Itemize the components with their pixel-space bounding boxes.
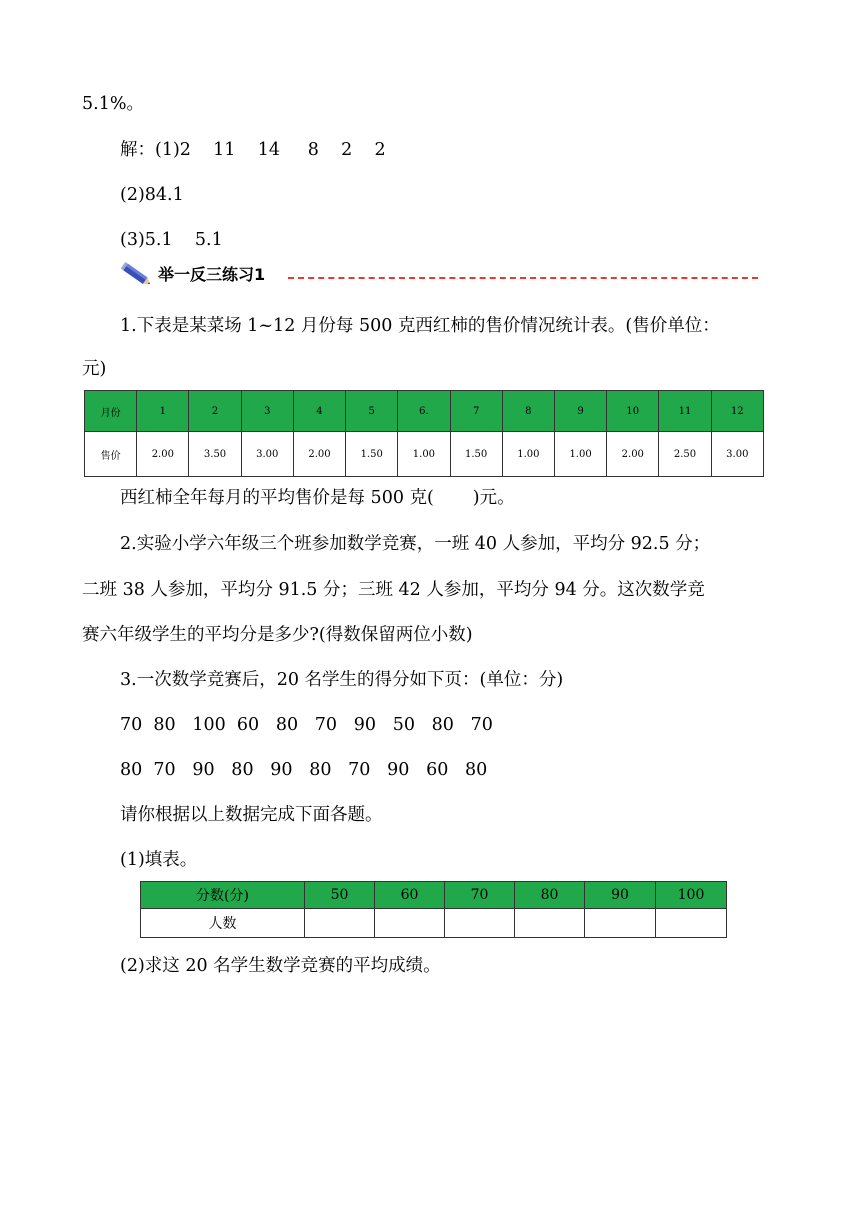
price-cell: 1.00 [502, 432, 554, 477]
count-cell-blank[interactable] [515, 909, 585, 938]
answer-line-3: (3)5.1 5.1 [120, 230, 223, 250]
price-cell: 1.00 [398, 432, 450, 477]
count-label-cell: 人数 [141, 909, 305, 938]
month-cell: 4 [293, 391, 345, 432]
month-cell: 7 [450, 391, 502, 432]
price-cell: 2.00 [137, 432, 189, 477]
score-cell: 80 [515, 882, 585, 909]
month-cell: 9 [554, 391, 606, 432]
score-cell: 60 [375, 882, 445, 909]
price-cell: 1.50 [346, 432, 398, 477]
score-cell: 70 [445, 882, 515, 909]
count-cell-blank[interactable] [305, 909, 375, 938]
dashed-divider [288, 277, 758, 279]
practice-header [120, 260, 765, 290]
month-cell: 2 [189, 391, 241, 432]
price-table [84, 390, 764, 477]
month-cell: 5 [346, 391, 398, 432]
answer-line-0: 5.1%。 [82, 94, 144, 114]
score-cell: 100 [656, 882, 727, 909]
answer-line-2: (2)84.1 [120, 185, 184, 205]
q1-line-1: 1.下表是某菜场 1~12 月份每 500 克西红柿的售价情况统计表。(售价单位： [120, 316, 720, 336]
answer-line-1: 解：(1)2 11 14 8 2 2 [120, 140, 386, 160]
score-table-header-row [141, 882, 727, 909]
count-cell-blank[interactable] [585, 909, 656, 938]
price-cell: 2.50 [659, 432, 711, 477]
month-cell: 6. [398, 391, 450, 432]
month-label-cell: 月份 [85, 391, 137, 432]
q3-sub-2: (2)求这 20 名学生数学竞赛的平均成绩。 [120, 956, 441, 976]
price-table-price-row [85, 432, 764, 477]
q2-line-2: 二班 38 人参加，平均分 91.5 分；三班 42 人参加，平均分 94 分。这次数学竞 [82, 580, 705, 600]
q1-question: 西红柿全年每月的平均售价是每 500 克( )元。 [120, 488, 515, 508]
price-cell: 3.00 [711, 432, 763, 477]
q3-line-1: 3.一次数学竞赛后，20 名学生的得分如下页：(单位：分) [120, 670, 564, 690]
q1-line-2: 元) [82, 359, 107, 379]
month-cell: 1 [137, 391, 189, 432]
score-table-count-row [141, 909, 727, 938]
q2-line-3: 赛六年级学生的平均分是多少?(得数保留两位小数) [82, 625, 473, 645]
score-label-cell: 分数(分) [141, 882, 305, 909]
q3-sub-1: (1)填表。 [120, 850, 198, 870]
count-cell-blank[interactable] [375, 909, 445, 938]
q3-scores-row-1: 70 80 100 60 80 70 90 50 80 70 [120, 715, 493, 735]
price-label-cell: 售价 [85, 432, 137, 477]
score-table [140, 881, 727, 938]
q2-line-1: 2.实验小学六年级三个班参加数学竞赛，一班 40 人参加，平均分 92.5 分； [120, 534, 711, 554]
month-cell: 8 [502, 391, 554, 432]
score-cell: 50 [305, 882, 375, 909]
price-cell: 1.00 [554, 432, 606, 477]
price-cell: 3.00 [241, 432, 293, 477]
count-cell-blank[interactable] [445, 909, 515, 938]
pencil-icon [120, 260, 154, 294]
month-cell: 10 [607, 391, 659, 432]
practice-title: 举一反三练习1 [158, 265, 266, 284]
price-cell: 2.00 [293, 432, 345, 477]
price-table-header-row [85, 391, 764, 432]
month-cell: 3 [241, 391, 293, 432]
month-cell: 12 [711, 391, 763, 432]
q3-scores-row-2: 80 70 90 80 90 80 70 90 60 80 [120, 760, 488, 780]
count-cell-blank[interactable] [656, 909, 727, 938]
price-cell: 3.50 [189, 432, 241, 477]
score-cell: 90 [585, 882, 656, 909]
price-cell: 1.50 [450, 432, 502, 477]
price-cell: 2.00 [607, 432, 659, 477]
q3-instruction: 请你根据以上数据完成下面各题。 [120, 805, 383, 825]
month-cell: 11 [659, 391, 711, 432]
